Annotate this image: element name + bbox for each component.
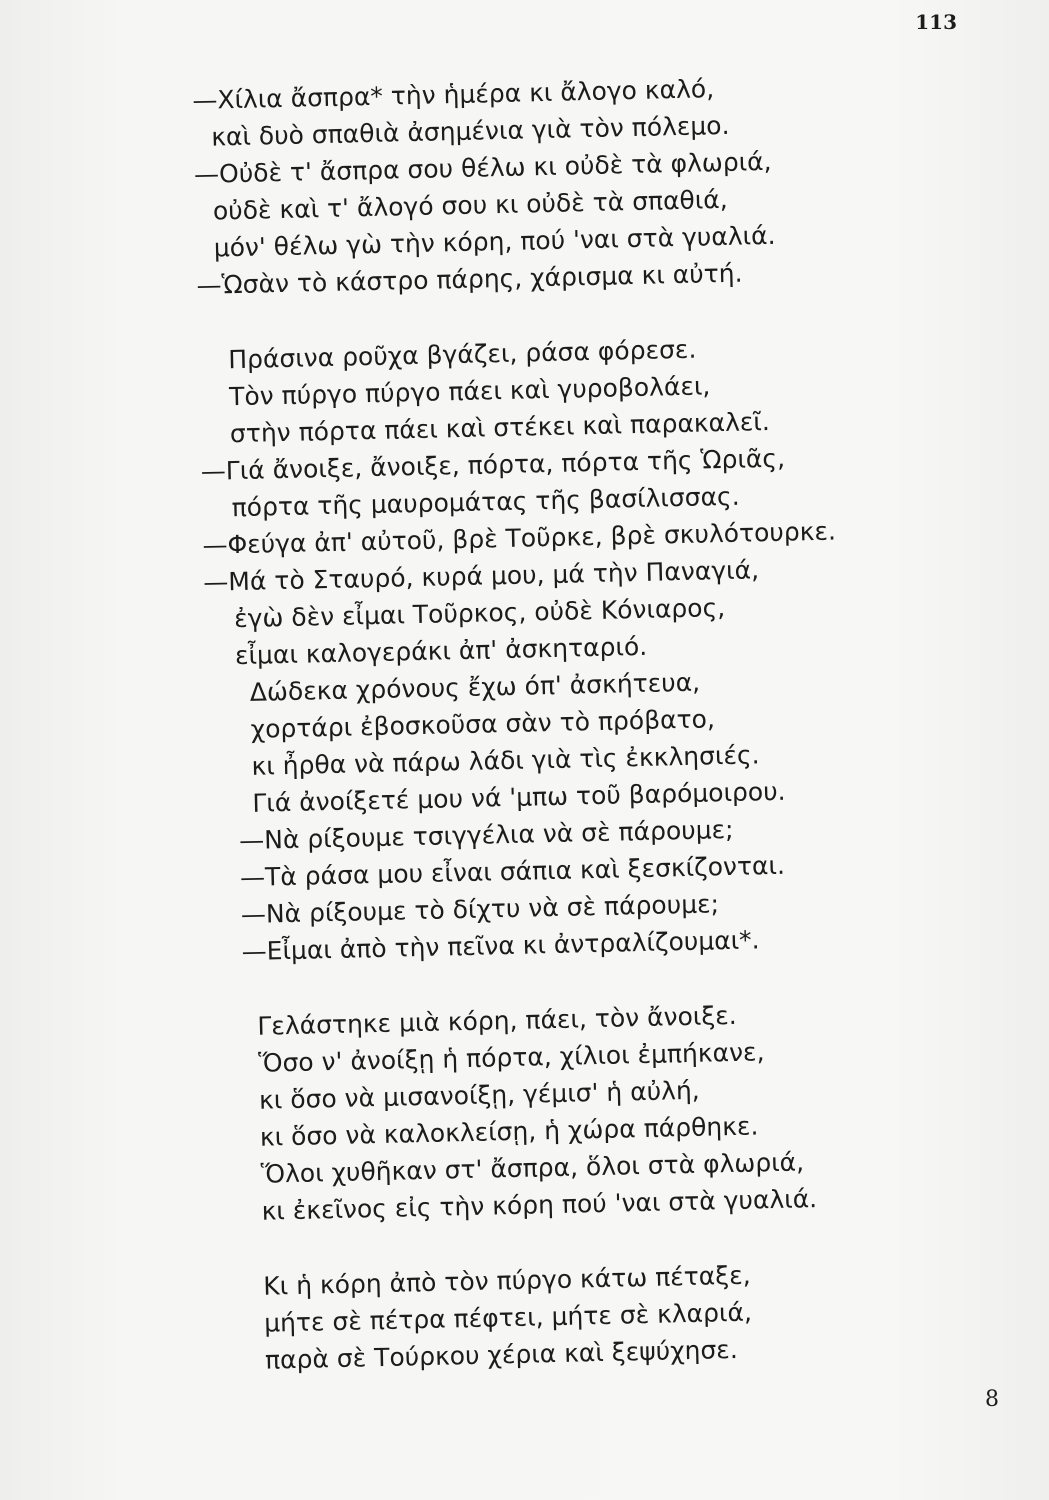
poem-line: ἐγὼ δὲν εἶμαι Τοῦρκος, οὐδὲ Κόνιαρος, <box>233 593 726 634</box>
poem-line: οὐδὲ καὶ τ' ἄλογό σου κι οὐδὲ τὰ σπαθιά, <box>212 184 728 226</box>
poem-line: —Νὰ ρίξουμε τσιγγέλια νὰ σὲ πάρουμε; <box>238 814 734 856</box>
poem-line: κι ὅσο νὰ καλοκλείσῃ, ἡ χώρα πάρθηκε. <box>259 1111 759 1152</box>
poem-line: —Εἶμαι ἀπὸ τὴν πεῖνα κι ἀντραλίζουμαι*. <box>241 925 760 967</box>
poem-line: πόρτα τῆς μαυρομάτας τῆς βασίλισσας. <box>231 481 740 523</box>
poem-line: —Γιά ἄνοιξε, ἄνοιξε, πόρτα, πόρτα τῆς Ὡριᾶς, <box>200 443 786 486</box>
poem-line: Ὅλοι χυθῆκαν στ' ἄσπρα, ὅλοι στὰ φλωριά, <box>260 1147 805 1189</box>
poem-line: κι ἦρθα νὰ πάρω λάδι γιὰ τὶς ἐκκλησιές. <box>251 740 760 781</box>
poem-line: στὴν πόρτα πάει καὶ στέκει καὶ παρακαλεῖ. <box>229 406 771 449</box>
stanza <box>192 68 817 304</box>
poem-line: παρὰ σὲ Τούρκου χέρια καὶ ξεψύχησε. <box>264 1334 739 1375</box>
poem-line: Ὅσο ν' ἀνοίξῃ ἡ πόρτα, χίλιοι ἐμπήκανε, <box>257 1037 765 1078</box>
poem-line: χορτάρι ἐβοσκοῦσα σὰν τὸ πρόβατο, <box>250 704 716 744</box>
poem-line: κι ὅσο νὰ μισανοίξῃ, γέμισ' ἡ αὐλή, <box>258 1075 701 1115</box>
poem-line: Κι ἡ κόρη ἀπὸ τὸν πύργο κάτω πέταξε, <box>263 1260 751 1301</box>
poem-line: Πράσινα ροῦχα βγάζει, ράσα φόρεσε. <box>227 334 697 375</box>
poem-line: —Οὐδὲ τ' ἄσπρα σου θέλω κι οὐδὲ τὰ φλωριά, <box>193 146 772 189</box>
poem-line: —Φεύγα ἀπ' αὐτοῦ, βρὲ Τοῦρκε, βρὲ σκυλότουρκε. <box>202 516 837 560</box>
poem-line: εἶμαι καλογεράκι ἀπ' ἀσκηταριό. <box>234 631 648 671</box>
poem-line: μόν' θέλω γὼ τὴν κόρη, πού 'ναι στὰ γυαλιά. <box>213 220 776 263</box>
poem-line: —Μά τὸ Σταυρό, κυρά μου, μά τὴν Παναγιά, <box>203 555 760 597</box>
poem-line: καὶ δυὸ σπαθιὰ ἀσημένια γιὰ τὸν πόλεμο. <box>210 110 730 152</box>
poem-body <box>192 68 841 1380</box>
stanza <box>219 1255 841 1380</box>
poem-line: —Ὡσὰν τὸ κάστρο πάρης, χάρισμα κι αὐτή. <box>196 258 743 300</box>
stanza <box>198 328 837 971</box>
stanza <box>213 995 838 1231</box>
poem-line: μήτε σὲ πέτρα πέφτει, μήτε σὲ κλαριά, <box>263 1297 753 1338</box>
poem-line: —Νὰ ρίξουμε τὸ δίχτυ νὰ σὲ πάρουμε; <box>240 889 720 930</box>
poem-line: κι ἐκεῖνος εἰς τὴν κόρη πού 'ναι στὰ γυαλιά. <box>261 1184 818 1226</box>
poem-line: Γελάστηκε μιὰ κόρη, πάει, τὸν ἄνοιξε. <box>257 1000 737 1041</box>
page-number: 113 <box>915 10 957 34</box>
poem-line: Τὸν πύργο πύργο πάει καὶ γυροβολάει, <box>228 371 711 412</box>
signature-mark: 8 <box>985 1387 999 1412</box>
poem-line: —Χίλια ἄσπρα* τὴν ἡμέρα κι ἄλογο καλό, <box>192 74 715 115</box>
poem-line: —Τὰ ράσα μου εἶναι σάπια καὶ ξεσκίζονται. <box>239 850 786 893</box>
poem-line: Δώδεκα χρόνους ἔχω όπ' ἀσκήτευα, <box>249 667 701 707</box>
poem-line: Γιά ἀνοίξετέ μου νά 'μπω τοῦ βαρόμοιρου. <box>252 776 786 818</box>
